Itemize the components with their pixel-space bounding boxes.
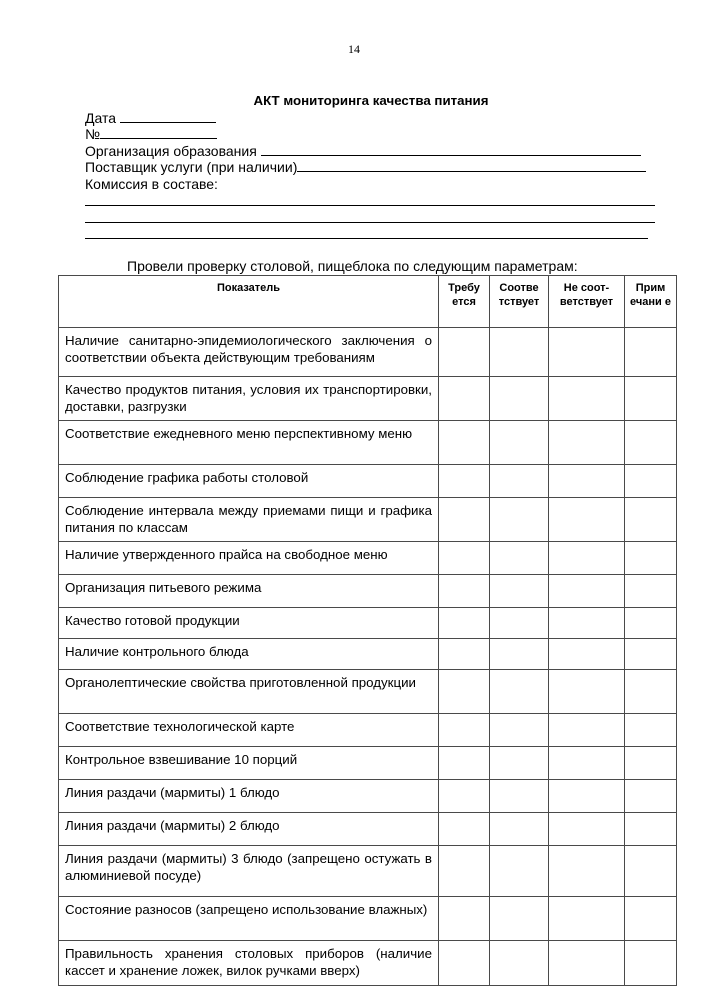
commission-line-3[interactable] [85,238,648,239]
indicator-cell: Организация питьевого режима [59,575,439,608]
noncompliant-cell[interactable] [549,328,625,377]
required-cell[interactable] [439,813,490,846]
noncompliant-cell[interactable] [549,542,625,575]
document-title: АКТ мониторинга качества питания [253,93,489,108]
number-label: № [85,126,101,142]
indicator-cell: Линия раздачи (мармиты) 1 блюдо [59,780,439,813]
organization-blank[interactable] [261,143,641,156]
commission-label: Комиссия в составе: [85,176,218,192]
number-blank[interactable] [100,126,217,139]
noncompliant-cell[interactable] [549,498,625,542]
table-row [59,421,677,465]
table-row [59,542,677,575]
indicator-cell: Наличие санитарно-эпидемиологического заключения о соответствии объекта действующим требованиям [59,328,439,377]
organization-label: Организация образования [85,143,257,159]
indicator-cell: Качество продуктов питания, условия их транспортировки, доставки, разгрузки [59,377,439,421]
required-cell[interactable] [439,542,490,575]
noncompliant-cell[interactable] [549,897,625,941]
table-row [59,846,677,897]
noncompliant-cell[interactable] [549,575,625,608]
note-cell[interactable] [625,813,677,846]
noncompliant-cell[interactable] [549,377,625,421]
table-row [59,780,677,813]
indicator-cell: Соответствие ежедневного меню перспективному меню [59,421,439,465]
header-noncompliant: Не соот-ветствует [549,276,625,328]
header-compliant: Соотве тствует [490,276,549,328]
organization-field [85,143,641,160]
commission-field [85,176,218,193]
note-cell[interactable] [625,846,677,897]
indicator-cell: Соответствие технологической карте [59,714,439,747]
noncompliant-cell[interactable] [549,465,625,498]
table-row [59,328,677,377]
indicator-cell: Органолептические свойства приготовленной продукции [59,670,439,714]
compliant-cell[interactable] [490,465,549,498]
noncompliant-cell[interactable] [549,421,625,465]
table-row [59,608,677,639]
note-cell[interactable] [625,542,677,575]
compliant-cell[interactable] [490,377,549,421]
table-row [59,498,677,542]
table-row [59,575,677,608]
required-cell[interactable] [439,608,490,639]
table-row [59,941,677,986]
compliant-cell[interactable] [490,670,549,714]
number-field [85,126,217,143]
indicator-cell: Соблюдение интервала между приемами пищи и графика питания по классам [59,498,439,542]
required-cell[interactable] [439,714,490,747]
table-row [59,813,677,846]
required-cell[interactable] [439,639,490,670]
indicator-cell: Наличие контрольного блюда [59,639,439,670]
note-cell[interactable] [625,377,677,421]
required-cell[interactable] [439,846,490,897]
note-cell[interactable] [625,639,677,670]
table-row [59,639,677,670]
table-row [59,747,677,780]
note-cell[interactable] [625,498,677,542]
indicator-cell: Контрольное взвешивание 10 порций [59,747,439,780]
noncompliant-cell[interactable] [549,780,625,813]
indicator-cell: Состояние разносов (запрещено использование влажных) [59,897,439,941]
note-cell[interactable] [625,780,677,813]
required-cell[interactable] [439,465,490,498]
header-note: Прим ечани е [625,276,677,328]
note-cell[interactable] [625,897,677,941]
noncompliant-cell[interactable] [549,714,625,747]
indicator-cell: Наличие утвержденного прайса на свободное меню [59,542,439,575]
noncompliant-cell[interactable] [549,608,625,639]
required-cell[interactable] [439,747,490,780]
note-cell[interactable] [625,421,677,465]
header-indicator: Показатель [59,276,439,328]
required-cell[interactable] [439,328,490,377]
compliant-cell[interactable] [490,328,549,377]
table-header-row [59,276,677,328]
note-cell[interactable] [625,670,677,714]
supplier-label: Поставщик услуги (при наличии) [85,159,298,175]
required-cell[interactable] [439,670,490,714]
required-cell[interactable] [439,575,490,608]
date-label: Дата [85,110,117,126]
noncompliant-cell[interactable] [549,670,625,714]
indicator-cell: Правильность хранения столовых приборов (наличие кассет и хранение ложек, вилок ручками вверх) [59,941,439,986]
compliant-cell[interactable] [490,714,549,747]
table-row [59,670,677,714]
table-row [59,897,677,941]
noncompliant-cell[interactable] [549,813,625,846]
note-cell[interactable] [625,714,677,747]
compliant-cell[interactable] [490,747,549,780]
date-blank[interactable] [120,110,216,123]
compliant-cell[interactable] [490,813,549,846]
noncompliant-cell[interactable] [549,747,625,780]
indicator-cell: Качество готовой продукции [59,608,439,639]
required-cell[interactable] [439,897,490,941]
note-cell[interactable] [625,328,677,377]
indicator-cell: Линия раздачи (мармиты) 2 блюдо [59,813,439,846]
noncompliant-cell[interactable] [549,941,625,986]
required-cell[interactable] [439,421,490,465]
supplier-field [85,159,646,176]
intro-text: Провели проверку столовой, пищеблока по следующим параметрам: [127,258,578,274]
compliant-cell[interactable] [490,897,549,941]
note-cell[interactable] [625,575,677,608]
supplier-blank[interactable] [297,159,646,172]
compliant-cell[interactable] [490,575,549,608]
noncompliant-cell[interactable] [549,846,625,897]
compliant-cell[interactable] [490,498,549,542]
required-cell[interactable] [439,377,490,421]
compliant-cell[interactable] [490,846,549,897]
commission-line-2[interactable] [85,222,655,223]
compliant-cell[interactable] [490,421,549,465]
required-cell[interactable] [439,498,490,542]
commission-line-1[interactable] [85,205,655,206]
indicator-cell: Линия раздачи (мармиты) 3 блюдо (запрещено остужать в алюминиевой посуде) [59,846,439,897]
note-cell[interactable] [625,747,677,780]
page-number: 14 [348,42,360,56]
required-cell[interactable] [439,780,490,813]
indicator-cell: Соблюдение графика работы столовой [59,465,439,498]
table-row [59,714,677,747]
monitoring-table [58,275,677,986]
compliant-cell[interactable] [490,639,549,670]
required-cell[interactable] [439,941,490,986]
table-row [59,465,677,498]
compliant-cell[interactable] [490,780,549,813]
date-field [85,110,216,127]
note-cell[interactable] [625,608,677,639]
note-cell[interactable] [625,941,677,986]
compliant-cell[interactable] [490,608,549,639]
table-row [59,377,677,421]
header-required: Требу ется [439,276,490,328]
compliant-cell[interactable] [490,542,549,575]
compliant-cell[interactable] [490,941,549,986]
noncompliant-cell[interactable] [549,639,625,670]
note-cell[interactable] [625,465,677,498]
